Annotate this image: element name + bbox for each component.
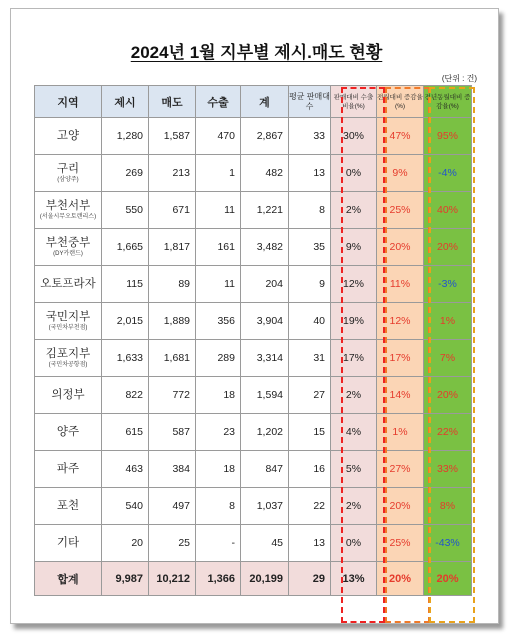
unit-note: (단위 : 건)	[441, 74, 477, 83]
total-cell: 1,202	[241, 414, 289, 451]
avg-sales-cell: 16	[289, 451, 331, 488]
total-cell: 3,904	[241, 303, 289, 340]
table-row	[35, 118, 472, 155]
presented-cell: 822	[102, 377, 149, 414]
totals-label: 합계	[35, 562, 102, 596]
region-name: 파주	[56, 462, 80, 475]
region-name: 의정부	[51, 388, 85, 401]
sold-cell: 497	[149, 488, 196, 525]
region-subname: (삼양주)	[57, 176, 79, 183]
region-cell	[35, 118, 102, 155]
region-name: 고양	[56, 129, 80, 142]
sold-cell: 213	[149, 155, 196, 192]
avg-sales-cell: 35	[289, 229, 331, 266]
table-row	[35, 155, 472, 192]
total-cell: 204	[241, 266, 289, 303]
total-cell: 3,482	[241, 229, 289, 266]
region-cell	[35, 451, 102, 488]
sell-ratio-cell: 19%	[331, 303, 377, 340]
region-cell	[35, 340, 102, 377]
export-cell: 161	[196, 229, 241, 266]
table-row	[35, 525, 472, 562]
avg-sales-cell: 13	[289, 525, 331, 562]
export-cell: 289	[196, 340, 241, 377]
sell-ratio-cell: 12%	[331, 266, 377, 303]
header-region: 지역	[35, 86, 102, 118]
table-row	[35, 377, 472, 414]
total-cell: 3,314	[241, 340, 289, 377]
avg-sales-cell: 15	[289, 414, 331, 451]
yoy-cell: 1%	[424, 303, 472, 340]
table-header-row	[35, 86, 472, 118]
region-subname: (DY카랜드)	[53, 250, 83, 257]
sold-cell: 25	[149, 525, 196, 562]
presented-cell: 1,633	[102, 340, 149, 377]
table-row	[35, 488, 472, 525]
header-avg-sales: 평균 판매대수	[289, 86, 331, 118]
total-cell: 847	[241, 451, 289, 488]
sold-cell: 89	[149, 266, 196, 303]
mom-cell: 27%	[377, 451, 424, 488]
yoy-cell: 33%	[424, 451, 472, 488]
yoy-cell: 20%	[424, 377, 472, 414]
sold-cell: 384	[149, 451, 196, 488]
region-cell	[35, 155, 102, 192]
mom-cell: 1%	[377, 414, 424, 451]
report-title: 2024년 1월 지부별 제시.매도 현황	[130, 43, 383, 62]
export-cell: 1	[196, 155, 241, 192]
region-name: 부천서부	[45, 199, 91, 212]
avg-sales-cell: 33	[289, 118, 331, 155]
table-row	[35, 192, 472, 229]
mom-cell: 14%	[377, 377, 424, 414]
yoy-cell: 95%	[424, 118, 472, 155]
presented-cell: 1,280	[102, 118, 149, 155]
sell-ratio-cell: 4%	[331, 414, 377, 451]
yoy-cell: 8%	[424, 488, 472, 525]
avg-sales-cell: 31	[289, 340, 331, 377]
export-cell: 11	[196, 192, 241, 229]
avg-sales-cell: 8	[289, 192, 331, 229]
region-name: 양주	[56, 425, 80, 438]
totals-total: 20,199	[241, 562, 289, 596]
region-name: 국민지부	[45, 310, 91, 323]
mom-cell: 25%	[377, 525, 424, 562]
region-cell	[35, 414, 102, 451]
region-cell	[35, 192, 102, 229]
totals-yoy: 20%	[424, 562, 472, 596]
export-cell: 8	[196, 488, 241, 525]
export-cell: 470	[196, 118, 241, 155]
yoy-cell: 20%	[424, 229, 472, 266]
region-subname: (국민차부천점)	[48, 324, 88, 331]
region-cell	[35, 377, 102, 414]
presented-cell: 550	[102, 192, 149, 229]
header-export: 수출	[196, 86, 241, 118]
header-total: 계	[241, 86, 289, 118]
sell-ratio-cell: 9%	[331, 229, 377, 266]
yoy-cell: 7%	[424, 340, 472, 377]
region-name: 구리	[56, 162, 80, 175]
presented-cell: 269	[102, 155, 149, 192]
region-subname: (서울시무오토랜리스)	[39, 213, 97, 220]
region-name: 오토프라자	[40, 277, 96, 290]
region-subname: (국민차공항점)	[48, 361, 88, 368]
table-row	[35, 229, 472, 266]
mom-cell: 17%	[377, 340, 424, 377]
region-name: 김포지부	[45, 347, 91, 360]
table-row	[35, 451, 472, 488]
total-cell: 1,594	[241, 377, 289, 414]
table-row	[35, 340, 472, 377]
avg-sales-cell: 9	[289, 266, 331, 303]
sell-ratio-cell: 2%	[331, 488, 377, 525]
table-row	[35, 414, 472, 451]
presented-cell: 1,665	[102, 229, 149, 266]
export-cell: -	[196, 525, 241, 562]
presented-cell: 463	[102, 451, 149, 488]
presented-cell: 20	[102, 525, 149, 562]
export-cell: 11	[196, 266, 241, 303]
mom-cell: 20%	[377, 488, 424, 525]
sales-table	[34, 85, 472, 596]
sold-cell: 1,817	[149, 229, 196, 266]
totals-sold: 10,212	[149, 562, 196, 596]
header-sold: 매도	[149, 86, 196, 118]
total-cell: 482	[241, 155, 289, 192]
table-row	[35, 303, 472, 340]
region-name: 기타	[56, 536, 80, 549]
sold-cell: 587	[149, 414, 196, 451]
presented-cell: 115	[102, 266, 149, 303]
mom-cell: 9%	[377, 155, 424, 192]
avg-sales-cell: 27	[289, 377, 331, 414]
total-cell: 1,037	[241, 488, 289, 525]
region-cell	[35, 488, 102, 525]
region-cell	[35, 303, 102, 340]
sold-cell: 1,587	[149, 118, 196, 155]
region-cell	[35, 229, 102, 266]
totals-row	[35, 562, 472, 596]
yoy-cell: -43%	[424, 525, 472, 562]
export-cell: 23	[196, 414, 241, 451]
totals-presented: 9,987	[102, 562, 149, 596]
mom-cell: 20%	[377, 229, 424, 266]
totals-export: 1,366	[196, 562, 241, 596]
table-row	[35, 266, 472, 303]
header-sell-ratio: 판매대비 수출비율(%)	[331, 86, 377, 118]
mom-cell: 25%	[377, 192, 424, 229]
presented-cell: 615	[102, 414, 149, 451]
avg-sales-cell: 22	[289, 488, 331, 525]
sold-cell: 1,889	[149, 303, 196, 340]
mom-cell: 11%	[377, 266, 424, 303]
sold-cell: 671	[149, 192, 196, 229]
yoy-cell: 40%	[424, 192, 472, 229]
export-cell: 18	[196, 377, 241, 414]
total-cell: 1,221	[241, 192, 289, 229]
header-yoy: 전년동월대비 증감율(%)	[424, 86, 472, 118]
sold-cell: 772	[149, 377, 196, 414]
mom-cell: 47%	[377, 118, 424, 155]
totals-sell-ratio: 13%	[331, 562, 377, 596]
region-cell	[35, 525, 102, 562]
yoy-cell: -4%	[424, 155, 472, 192]
sell-ratio-cell: 5%	[331, 451, 377, 488]
avg-sales-cell: 13	[289, 155, 331, 192]
totals-avg-sales: 29	[289, 562, 331, 596]
region-name: 포천	[56, 499, 80, 512]
sell-ratio-cell: 0%	[331, 525, 377, 562]
presented-cell: 2,015	[102, 303, 149, 340]
sold-cell: 1,681	[149, 340, 196, 377]
yoy-cell: -3%	[424, 266, 472, 303]
header-mom: 전월대비 증감율(%)	[377, 86, 424, 118]
sell-ratio-cell: 0%	[331, 155, 377, 192]
totals-mom: 20%	[377, 562, 424, 596]
total-cell: 2,867	[241, 118, 289, 155]
presented-cell: 540	[102, 488, 149, 525]
sell-ratio-cell: 30%	[331, 118, 377, 155]
sell-ratio-cell: 2%	[331, 192, 377, 229]
sell-ratio-cell: 17%	[331, 340, 377, 377]
region-cell	[35, 266, 102, 303]
yoy-cell: 22%	[424, 414, 472, 451]
export-cell: 356	[196, 303, 241, 340]
avg-sales-cell: 40	[289, 303, 331, 340]
export-cell: 18	[196, 451, 241, 488]
sell-ratio-cell: 2%	[331, 377, 377, 414]
table-body	[35, 118, 472, 596]
header-presented: 제시	[102, 86, 149, 118]
region-name: 부천중부	[45, 236, 91, 249]
mom-cell: 12%	[377, 303, 424, 340]
total-cell: 45	[241, 525, 289, 562]
